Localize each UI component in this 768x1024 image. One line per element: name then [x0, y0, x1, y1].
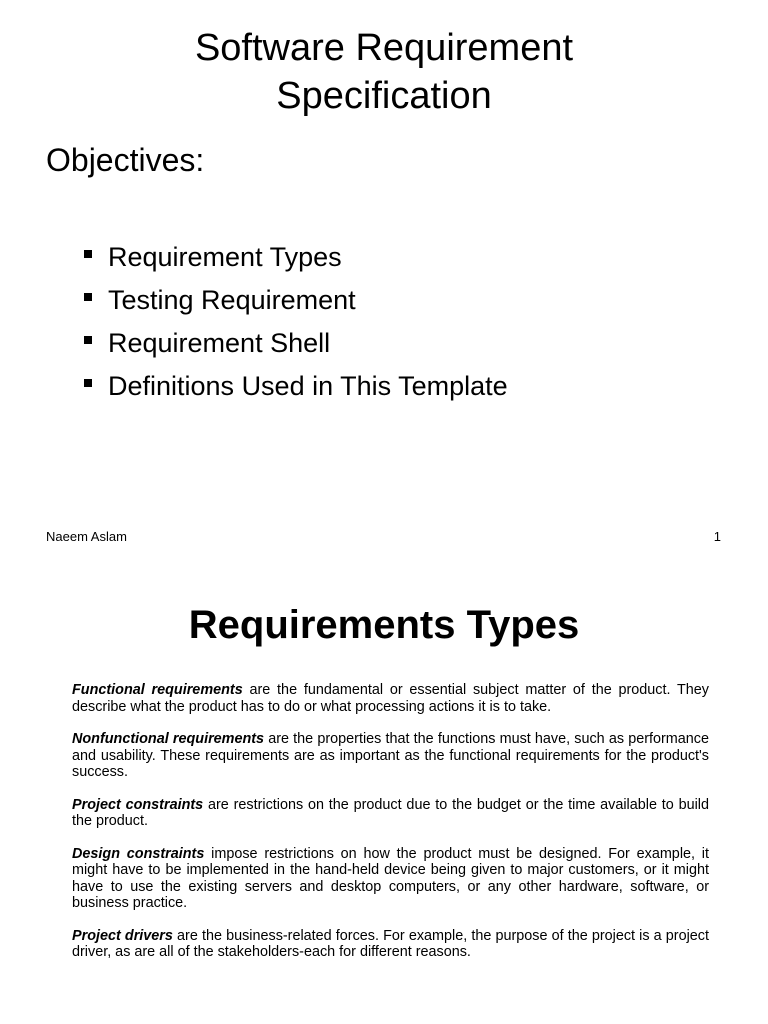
definition-paragraph: [72, 928, 709, 961]
objectives-heading: Objectives:: [46, 142, 205, 178]
definitions-list: [72, 682, 709, 961]
definition-text: are the business-related forces. For example, the purpose of the project is a project driver, as are all of the stakeholders-each for different reasons.: [72, 927, 709, 960]
objective-label: Requirement Shell: [108, 328, 331, 358]
objective-item: [84, 322, 508, 365]
slide-title: Requirements Types: [188, 603, 580, 647]
definition-term: Nonfunctional requirements: [72, 731, 265, 747]
definition-term: Project drivers: [72, 927, 173, 944]
definition-paragraph: [72, 846, 709, 912]
definition-term: Functional requirements: [72, 682, 243, 698]
objective-label: Requirement Types: [108, 242, 342, 272]
title-line-1: Software Requirement: [194, 27, 574, 69]
definition-text: are the properties that the functions must have, such as performance and usability. These requirements are as important as the functional requirements for the product's success.: [72, 731, 709, 780]
definition-paragraph: [72, 682, 709, 715]
square-bullet-icon: [84, 336, 92, 344]
footer-author: Naeem Aslam: [46, 529, 127, 544]
objective-item: [84, 236, 508, 279]
page-number: 1: [713, 529, 721, 544]
square-bullet-icon: [84, 293, 92, 301]
definition-text: impose restrictions on how the product must be designed. For example, it might have to be implemented in the hand-held device being given to major customers, or it might have to use the existing servers and desktop computers, or any other hardware, software, or business practice.: [72, 845, 710, 911]
objective-item: [84, 279, 508, 322]
objective-label: Testing Requirement: [108, 285, 356, 315]
title-line-2: Specification: [276, 75, 492, 117]
definition-paragraph: [72, 797, 709, 830]
objective-label: Definitions Used in This Template: [108, 371, 508, 401]
definition-term: Design constraints: [72, 845, 205, 862]
square-bullet-icon: [84, 250, 92, 258]
definition-paragraph: [72, 731, 709, 781]
objective-item: [84, 365, 508, 408]
objectives-list: [84, 236, 508, 408]
definition-term: Project constraints: [72, 796, 204, 813]
definition-text: are restrictions on the product due to the budget or the time available to build the product.: [72, 796, 709, 829]
square-bullet-icon: [84, 379, 92, 387]
definition-text: are the fundamental or essential subject matter of the product. They describe what the product has to do or what processing actions it is to take.: [72, 682, 709, 715]
slide-title: [0, 24, 768, 120]
slide-2: [0, 560, 768, 1024]
